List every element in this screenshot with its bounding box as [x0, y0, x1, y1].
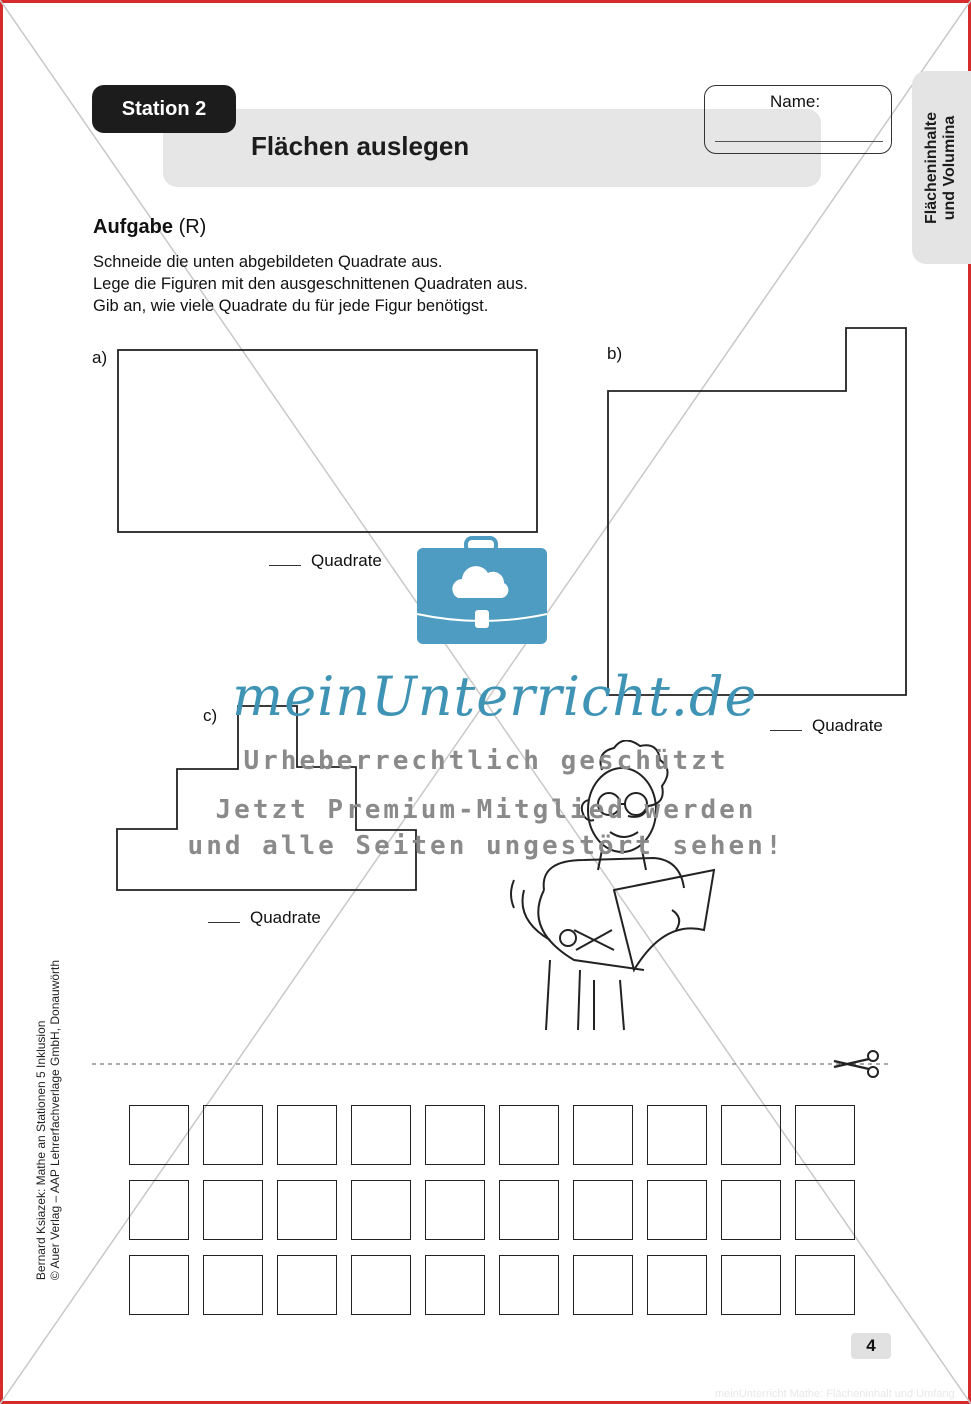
cutout-square — [351, 1105, 411, 1165]
cutout-square — [499, 1180, 559, 1240]
task-level-tag: (R) — [178, 216, 207, 238]
cutout-square — [647, 1180, 707, 1240]
figure-a-shape — [118, 350, 537, 532]
answer-unit-b: Quadrate — [812, 716, 883, 735]
figure-b-answer — [770, 716, 883, 736]
watermark-line-1: Urheberrechtlich geschützt — [243, 746, 729, 776]
cutout-square — [721, 1255, 781, 1315]
boy-cutting-paper-illustration — [484, 740, 724, 1040]
cutout-square — [203, 1105, 263, 1165]
cutout-square — [721, 1180, 781, 1240]
cutout-square — [351, 1180, 411, 1240]
cutout-square — [203, 1180, 263, 1240]
cutout-square — [129, 1255, 189, 1315]
cutout-square — [425, 1105, 485, 1165]
credit-line-2: © Auer Verlag – AAP Lehrerfachverlage GmbH, Donauwörth — [48, 959, 62, 1281]
answer-blank-a[interactable] — [269, 565, 301, 566]
watermark-brand: meinUnterricht.de — [232, 665, 758, 728]
task-heading-label: Aufgabe — [93, 216, 173, 238]
cutout-square — [573, 1255, 633, 1315]
answer-blank-c[interactable] — [208, 922, 240, 923]
name-label: Name: — [770, 92, 821, 111]
cutout-square — [351, 1255, 411, 1315]
copyright-credit — [34, 960, 62, 1280]
cutout-square — [647, 1105, 707, 1165]
station-badge: Station 2 — [92, 85, 236, 133]
cutout-square — [795, 1255, 855, 1315]
cutout-square — [795, 1180, 855, 1240]
watermark-line-2: Jetzt Premium-Mitglied werden — [215, 795, 757, 825]
chapter-tab-line1: Flächeninhalte — [923, 111, 940, 225]
cutout-square — [129, 1105, 189, 1165]
figure-a-answer — [269, 551, 382, 571]
cutout-square — [795, 1105, 855, 1165]
cutout-squares-grid — [129, 1105, 855, 1315]
answer-unit-a: Quadrate — [311, 551, 382, 570]
cutout-square — [277, 1255, 337, 1315]
scissors-icon — [832, 1049, 880, 1079]
chapter-tab-line2: und Volumina — [941, 115, 958, 221]
figure-c-label: c) — [203, 706, 218, 725]
figure-b-shape — [608, 328, 906, 695]
figure-b-label: b) — [607, 344, 623, 363]
figure-a-label: a) — [92, 348, 108, 367]
instruction-line: Schneide die unten abgebildeten Quadrate aus. — [93, 253, 443, 271]
instruction-line: Lege die Figuren mit den ausgeschnittenen Quadraten aus. — [93, 275, 528, 293]
cutout-square — [277, 1180, 337, 1240]
briefcase-cloud-icon — [416, 536, 548, 646]
watermark-line-3: und alle Seiten ungestört sehen! — [187, 831, 785, 861]
cutout-square — [277, 1105, 337, 1165]
answer-unit-c: Quadrate — [250, 908, 321, 927]
cutout-square — [425, 1180, 485, 1240]
cutout-square — [499, 1255, 559, 1315]
footer-watermark: meinUnterricht Mathe: Flächeninhalt und Umfang — [715, 1388, 955, 1400]
page-number: 4 — [851, 1333, 891, 1359]
page-title: Flächen auslegen — [251, 131, 470, 161]
cutout-square — [203, 1255, 263, 1315]
cutout-square — [721, 1105, 781, 1165]
cutout-square — [573, 1180, 633, 1240]
cutout-square — [499, 1105, 559, 1165]
credit-line-1: Bernard Ksiazek: Mathe an Stationen 5 Inklusion — [34, 1020, 48, 1281]
answer-blank-b[interactable] — [770, 730, 802, 731]
figure-c-answer — [208, 908, 321, 928]
cutout-square — [647, 1255, 707, 1315]
cutout-square — [425, 1255, 485, 1315]
cutout-square — [129, 1180, 189, 1240]
instruction-line: Gib an, wie viele Quadrate du für jede Figur benötigst. — [93, 297, 489, 315]
cutout-square — [573, 1105, 633, 1165]
